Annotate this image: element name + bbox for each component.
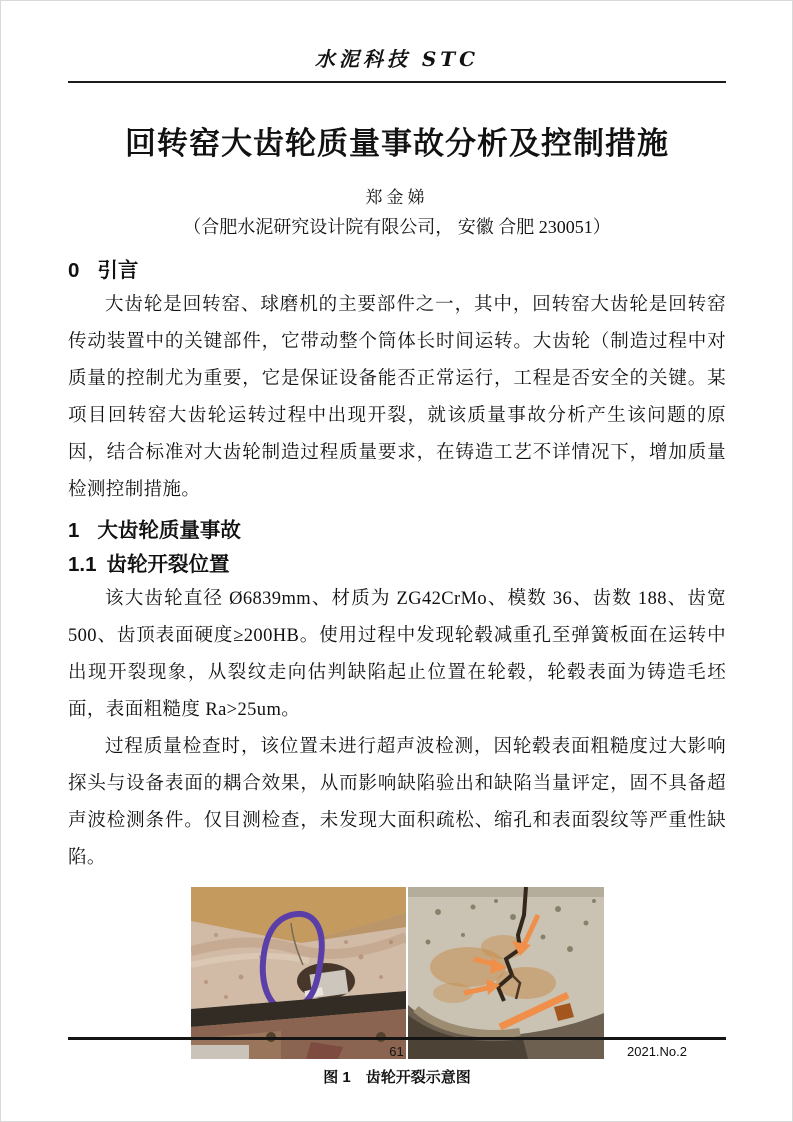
article-title: 回转窑大齿轮质量事故分析及控制措施 (125, 126, 669, 161)
paragraph-intro: 大齿轮是回转窑、球磨机的主要部件之一，其中，回转窑大齿轮是回转窑传动装置中的关键部件，它带动整个筒体长时间运转。大齿轮（制造过程中对质量的控制尤为重要，它是保证设备能否正常运行，工程是否安全的关键。某项目回转窑大齿轮运转过程中出现开裂，就该质量事故分析产生该问题的原因，结合标准对大齿轮制造过程质量要求，在铸造工艺不详情况下，增加质量检测控制措施。 (68, 295, 726, 500)
section-number: 1.1 (68, 553, 97, 576)
photo-gear-hole-circled (191, 887, 406, 1059)
footer-rule (68, 1037, 726, 1040)
paragraph-gear-specs: 该大齿轮直径 Ø6839mm、材质为 ZG42CrMo、模数 36、齿数 188、齿宽 500、齿顶表面硬度≥200HB。使用过程中发现轮毂减重孔至弹簧板面在运转中出现开裂现象，从裂纹走向估判缺陷起止位置在轮毂，轮毂表面为铸造毛坯面，表面粗糙度 Ra>25um。 (68, 589, 726, 720)
section-heading-1-1 (68, 549, 726, 581)
page-content (1, 1, 792, 1089)
header-rule (68, 81, 726, 83)
page-number: 61 (389, 1044, 404, 1059)
photo-crack-arrows (408, 887, 604, 1059)
section-heading-1 (68, 515, 726, 547)
author-name: 郑金娣 (365, 188, 429, 207)
top-strip (408, 887, 604, 897)
section-number: 1 (68, 519, 80, 542)
issue-label: 2021.No.2 (627, 1044, 687, 1059)
figure-caption: 图 1 齿轮开裂示意图 (323, 1069, 471, 1086)
section-title: 大齿轮质量事故 (97, 519, 241, 542)
section-title: 齿轮开裂位置 (106, 553, 230, 576)
affiliation: （合肥水泥研究设计院有限公司， 安徽 合肥 230051） (183, 217, 611, 237)
section-title: 引言 (97, 259, 139, 282)
paragraph-inspection: 过程质量检查时，该位置未进行超声波检测，因轮毂表面粗糙度过大影响探头与设备表面的耦合效果，从而影响缺陷验出和缺陷当量评定，固不具备超声波检测条件。仅目测检查，未发现大面积疏松、缩孔和表面裂纹等严重性缺陷。 (68, 737, 726, 868)
section-heading-0 (68, 255, 726, 287)
journal-header: 水泥科技 STC (314, 47, 480, 71)
section-number: 0 (68, 259, 80, 282)
figure-photos (68, 887, 726, 1059)
